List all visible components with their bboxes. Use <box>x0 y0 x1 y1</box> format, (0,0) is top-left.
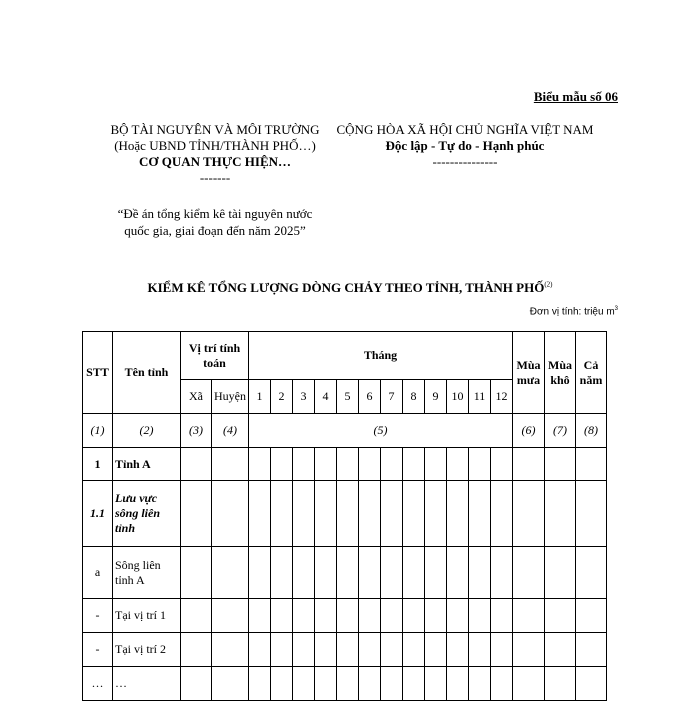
empty-cell <box>469 481 491 547</box>
header-district: Huyện <box>212 380 249 414</box>
empty-cell <box>293 633 315 667</box>
empty-cell <box>181 667 212 701</box>
row-name: Tỉnh A <box>113 448 181 481</box>
empty-cell <box>545 481 576 547</box>
empty-cell <box>249 448 271 481</box>
index-cell: (1) <box>83 414 113 448</box>
ministry-name: BỘ TÀI NGUYÊN VÀ MÔI TRƯỜNG <box>110 122 320 137</box>
project-line-2: quốc gia, giai đoạn đến năm 2025” <box>124 223 306 238</box>
empty-cell <box>271 633 293 667</box>
empty-cell <box>425 633 447 667</box>
header-dry-season: Mùa khô <box>545 332 576 414</box>
index-cell: (7) <box>545 414 576 448</box>
month-header-cell: 11 <box>469 380 491 414</box>
empty-cell <box>469 448 491 481</box>
header-month: Tháng <box>249 332 513 380</box>
empty-cell <box>359 448 381 481</box>
empty-cell <box>271 599 293 633</box>
empty-cell <box>513 667 545 701</box>
empty-cell <box>403 599 425 633</box>
empty-cell <box>315 667 337 701</box>
month-header-cell: 3 <box>293 380 315 414</box>
empty-cell <box>545 667 576 701</box>
empty-cell <box>576 481 607 547</box>
inventory-table <box>82 331 607 701</box>
executing-agency: CƠ QUAN THỰC HIỆN… <box>138 154 292 169</box>
empty-cell <box>381 599 403 633</box>
row-name: Tại vị trí 2 <box>113 633 181 667</box>
empty-cell <box>403 667 425 701</box>
empty-cell <box>576 547 607 599</box>
table-row <box>83 667 607 701</box>
row-stt: 1 <box>83 448 113 481</box>
empty-cell <box>545 448 576 481</box>
month-header-cell: 5 <box>337 380 359 414</box>
empty-cell <box>293 481 315 547</box>
empty-cell <box>337 667 359 701</box>
empty-cell <box>271 448 293 481</box>
month-header-cell: 8 <box>403 380 425 414</box>
unit-sup: 3 <box>614 306 618 312</box>
report-title <box>60 280 640 296</box>
empty-cell <box>403 633 425 667</box>
empty-cell <box>293 448 315 481</box>
empty-cell <box>212 448 249 481</box>
row-name: Lưu vực sông liên tỉnh <box>113 481 181 547</box>
table-row <box>83 481 607 547</box>
empty-cell <box>359 481 381 547</box>
empty-cell <box>337 599 359 633</box>
table-row <box>83 547 607 599</box>
index-cell: (2) <box>113 414 181 448</box>
empty-cell <box>249 547 271 599</box>
empty-cell <box>249 599 271 633</box>
empty-cell <box>491 667 513 701</box>
empty-cell <box>315 448 337 481</box>
header-rainy-season: Mùa mưa <box>513 332 545 414</box>
empty-cell <box>212 633 249 667</box>
empty-cell <box>491 633 513 667</box>
month-header-cell: 10 <box>447 380 469 414</box>
empty-cell <box>212 481 249 547</box>
empty-cell <box>293 599 315 633</box>
empty-cell <box>447 667 469 701</box>
empty-cell <box>576 667 607 701</box>
empty-cell <box>513 481 545 547</box>
unit-text: Đơn vị tính: triệu m <box>529 306 615 318</box>
empty-cell <box>491 481 513 547</box>
national-motto <box>315 122 615 170</box>
empty-cell <box>425 667 447 701</box>
empty-cell <box>212 667 249 701</box>
index-cell: (8) <box>576 414 607 448</box>
header-position: Vị trí tính toán <box>181 332 249 380</box>
empty-cell <box>403 448 425 481</box>
month-header-cell: 7 <box>381 380 403 414</box>
month-header-cell: 12 <box>491 380 513 414</box>
empty-cell <box>359 547 381 599</box>
row-stt: 1.1 <box>83 481 113 547</box>
empty-cell <box>469 547 491 599</box>
empty-cell <box>469 599 491 633</box>
title-text: KIỂM KÊ TỔNG LƯỢNG DÒNG CHẢY THEO TỈNH, THÀNH PHỐ <box>147 280 545 295</box>
row-name: … <box>113 667 181 701</box>
index-cell: (4) <box>212 414 249 448</box>
empty-cell <box>425 547 447 599</box>
empty-cell <box>491 448 513 481</box>
header-stt: STT <box>83 332 113 414</box>
header-full-year: Cả năm <box>576 332 607 414</box>
empty-cell <box>337 633 359 667</box>
empty-cell <box>337 547 359 599</box>
empty-cell <box>315 547 337 599</box>
index-cell: (5) <box>249 414 513 448</box>
unit-label <box>450 306 618 317</box>
empty-cell <box>212 599 249 633</box>
row-stt: … <box>83 667 113 701</box>
empty-cell <box>381 448 403 481</box>
row-stt: - <box>83 599 113 633</box>
empty-cell <box>315 481 337 547</box>
alt-agency-name: (Hoặc UBND TỈNH/THÀNH PHỐ…) <box>114 138 316 153</box>
empty-cell <box>513 547 545 599</box>
row-stt: a <box>83 547 113 599</box>
month-header-cell: 6 <box>359 380 381 414</box>
project-name <box>70 205 360 239</box>
empty-cell <box>425 599 447 633</box>
month-header-cell: 9 <box>425 380 447 414</box>
empty-cell <box>293 547 315 599</box>
empty-cell <box>249 633 271 667</box>
empty-cell <box>293 667 315 701</box>
index-cell: (6) <box>513 414 545 448</box>
empty-cell <box>576 599 607 633</box>
empty-cell <box>181 448 212 481</box>
empty-cell <box>513 633 545 667</box>
row-name: Tại vị trí 1 <box>113 599 181 633</box>
month-header-cell: 2 <box>271 380 293 414</box>
empty-cell <box>359 667 381 701</box>
month-header-cell: 1 <box>249 380 271 414</box>
table-row <box>83 448 607 481</box>
empty-cell <box>403 481 425 547</box>
empty-cell <box>576 448 607 481</box>
empty-cell <box>315 633 337 667</box>
empty-cell <box>545 599 576 633</box>
empty-cell <box>315 599 337 633</box>
index-cell: (3) <box>181 414 212 448</box>
month-header-cell: 4 <box>315 380 337 414</box>
empty-cell <box>181 599 212 633</box>
empty-cell <box>469 633 491 667</box>
empty-cell <box>381 547 403 599</box>
empty-cell <box>513 599 545 633</box>
header-commune: Xã <box>181 380 212 414</box>
empty-cell <box>545 633 576 667</box>
empty-cell <box>271 547 293 599</box>
empty-cell <box>181 481 212 547</box>
empty-cell <box>249 667 271 701</box>
motto-divider: --------------- <box>432 154 498 169</box>
empty-cell <box>469 667 491 701</box>
row-name: Sông liên tỉnh A <box>113 547 181 599</box>
empty-cell <box>491 547 513 599</box>
empty-cell <box>181 633 212 667</box>
empty-cell <box>181 547 212 599</box>
empty-cell <box>359 599 381 633</box>
empty-cell <box>425 481 447 547</box>
empty-cell <box>381 633 403 667</box>
empty-cell <box>447 547 469 599</box>
project-line-1: “Đề án tổng kiểm kê tài nguyên nước <box>117 206 313 221</box>
empty-cell <box>491 599 513 633</box>
title-note: (2) <box>544 280 553 289</box>
empty-cell <box>337 481 359 547</box>
empty-cell <box>249 481 271 547</box>
empty-cell <box>381 667 403 701</box>
table-row <box>83 599 607 633</box>
empty-cell <box>545 547 576 599</box>
empty-cell <box>447 481 469 547</box>
agency-divider: ------- <box>199 170 231 185</box>
empty-cell <box>425 448 447 481</box>
empty-cell <box>381 481 403 547</box>
empty-cell <box>403 547 425 599</box>
table-row <box>83 633 607 667</box>
country-name: CỘNG HÒA XÃ HỘI CHỦ NGHĨA VIỆT NAM <box>336 122 594 137</box>
empty-cell <box>212 547 249 599</box>
motto: Độc lập - Tự do - Hạnh phúc <box>385 138 545 153</box>
empty-cell <box>447 633 469 667</box>
row-stt: - <box>83 633 113 667</box>
empty-cell <box>447 448 469 481</box>
empty-cell <box>513 448 545 481</box>
empty-cell <box>271 667 293 701</box>
empty-cell <box>447 599 469 633</box>
form-number: Biểu mẫu số 06 <box>533 89 618 104</box>
header-province: Tên tỉnh <box>113 332 181 414</box>
empty-cell <box>337 448 359 481</box>
empty-cell <box>576 633 607 667</box>
empty-cell <box>271 481 293 547</box>
empty-cell <box>359 633 381 667</box>
